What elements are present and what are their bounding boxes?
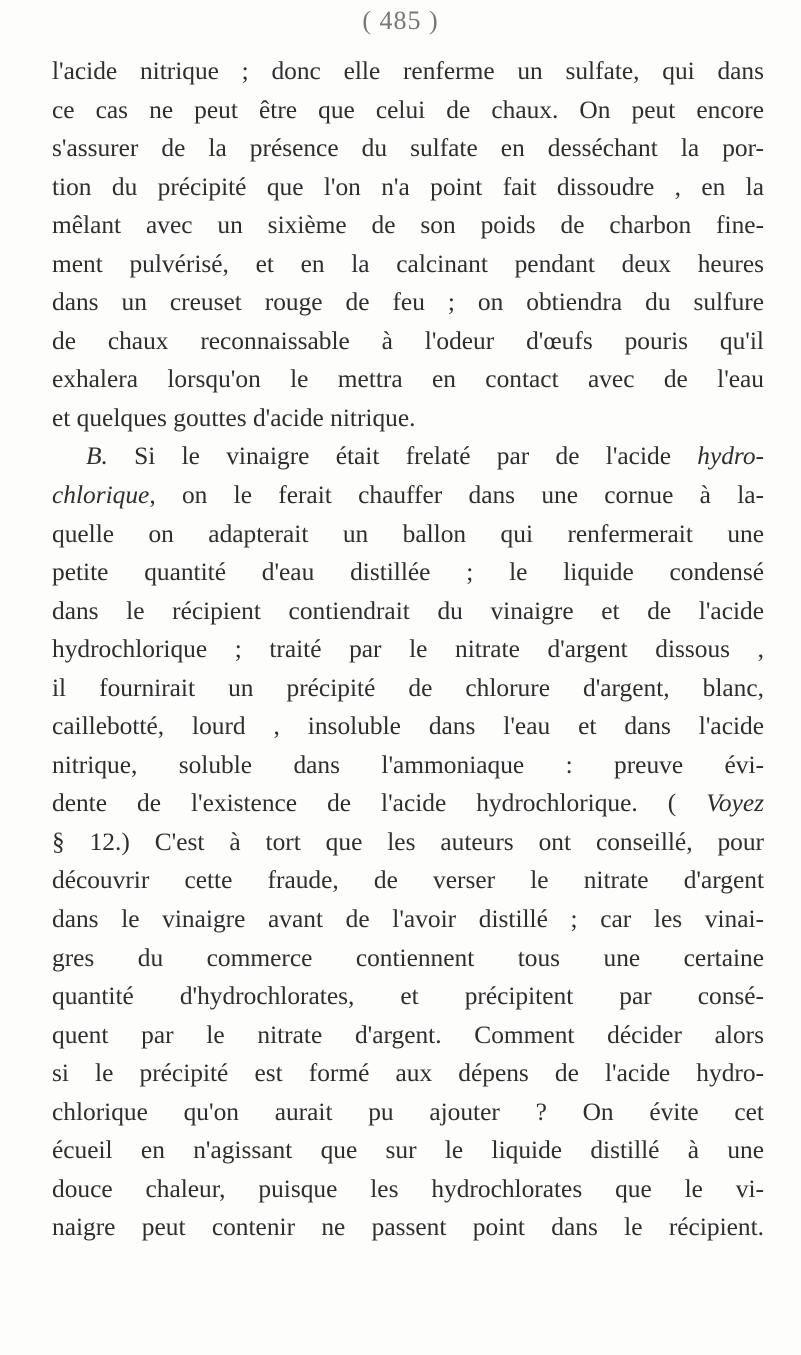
text-line xyxy=(52,1093,764,1132)
text-line xyxy=(52,1170,764,1209)
text-line xyxy=(52,1054,764,1093)
page-number: ( 485 ) xyxy=(362,6,439,35)
text-line xyxy=(52,784,764,823)
text-line xyxy=(52,52,764,91)
italic-text: hydro- xyxy=(697,442,764,471)
text-line xyxy=(52,129,764,168)
text-segment: si le précipité est formé aux dépens de l'acide hydro- xyxy=(52,1059,764,1088)
text-segment: dans le vinaigre avant de l'avoir distillé ; car les vinai- xyxy=(52,905,764,934)
text-line xyxy=(52,437,764,476)
text-line xyxy=(52,322,764,361)
text-segment: découvrir cette fraude, de verser le nitrate d'argent xyxy=(52,866,764,895)
text-line xyxy=(52,939,764,978)
text-segment: gres du commerce contiennent tous une certaine xyxy=(52,943,764,972)
text-segment: douce chaleur, puisque les hydrochlorates que le vi- xyxy=(52,1174,764,1203)
text-segment: naigre peut contenir ne passent point dans le récipient. xyxy=(52,1213,764,1242)
text-segment: de chaux reconnaissable à l'odeur d'œufs pouris qu'il xyxy=(52,326,764,355)
text-segment: hydrochlorique ; traité par le nitrate d'argent dissous , xyxy=(52,635,764,664)
text-line xyxy=(52,91,764,130)
text-segment: ment pulvérisé, et en la calcinant pendant deux heures xyxy=(52,249,764,278)
text-line xyxy=(52,1016,764,1055)
text-line xyxy=(52,399,764,438)
text-line xyxy=(52,245,764,284)
text-segment: dente de l'existence de l'acide hydrochlorique. ( xyxy=(52,789,707,818)
italic-text: Voyez xyxy=(706,789,764,818)
text-line xyxy=(52,1131,764,1170)
text-line xyxy=(52,861,764,900)
text-line xyxy=(52,977,764,1016)
text-line xyxy=(52,206,764,245)
text-line xyxy=(52,553,764,592)
text-line xyxy=(52,360,764,399)
text-line xyxy=(52,592,764,631)
text-segment: caillebotté, lourd , insoluble dans l'eau et dans l'acide xyxy=(52,712,764,741)
text-segment: ce cas ne peut être que celui de chaux. On peut encore xyxy=(52,95,764,124)
text-line xyxy=(52,515,764,554)
text-line xyxy=(52,823,764,862)
text-segment: exhalera lorsqu'on le mettra en contact avec de l'eau xyxy=(52,365,764,394)
text-segment: quantité d'hydrochlorates, et précipitent par consé- xyxy=(52,982,764,1011)
text-segment: dans le récipient contiendrait du vinaigre et de l'acide xyxy=(52,596,764,625)
text-segment: il fournirait un précipité de chlorure d'argent, blanc, xyxy=(52,673,764,702)
body-text xyxy=(52,52,764,1247)
italic-text: chlorique xyxy=(52,481,150,510)
text-line xyxy=(52,630,764,669)
text-segment: Si le vinaigre était frelaté par de l'acide xyxy=(107,442,698,471)
text-line xyxy=(52,746,764,785)
text-segment: écueil en n'agissant que sur le liquide distillé à une xyxy=(52,1136,764,1165)
text-line xyxy=(52,707,764,746)
text-segment: quelle on adapterait un ballon qui renfermerait une xyxy=(52,519,764,548)
text-segment: , on le ferait chauffer dans une cornue à la- xyxy=(149,481,764,510)
text-line xyxy=(52,168,764,207)
text-line xyxy=(52,283,764,322)
text-line xyxy=(52,669,764,708)
text-line xyxy=(52,900,764,939)
text-line xyxy=(52,476,764,515)
text-segment: quent par le nitrate d'argent. Comment décider alors xyxy=(52,1020,764,1049)
text-line xyxy=(52,1208,764,1247)
text-segment: chlorique qu'on aurait pu ajouter ? On évite cet xyxy=(52,1097,764,1126)
text-segment: tion du précipité que l'on n'a point fait dissoudre , en la xyxy=(52,172,764,201)
text-segment: dans un creuset rouge de feu ; on obtiendra du sulfure xyxy=(52,288,764,317)
text-segment: s'assurer de la présence du sulfate en desséchant la por- xyxy=(52,134,764,163)
italic-text: B. xyxy=(86,442,108,471)
text-segment: l'acide nitrique ; donc elle renferme un sulfate, qui dans xyxy=(52,57,764,85)
text-segment: § 12.) C'est à tort que les auteurs ont conseillé, pour xyxy=(52,827,764,856)
text-segment: petite quantité d'eau distillée ; le liquide condensé xyxy=(52,558,764,587)
text-segment: mêlant avec un sixième de son poids de charbon fine- xyxy=(52,211,764,240)
text-segment: nitrique, soluble dans l'ammoniaque : preuve évi- xyxy=(52,750,764,779)
text-segment: et quelques gouttes d'acide nitrique. xyxy=(52,403,416,432)
